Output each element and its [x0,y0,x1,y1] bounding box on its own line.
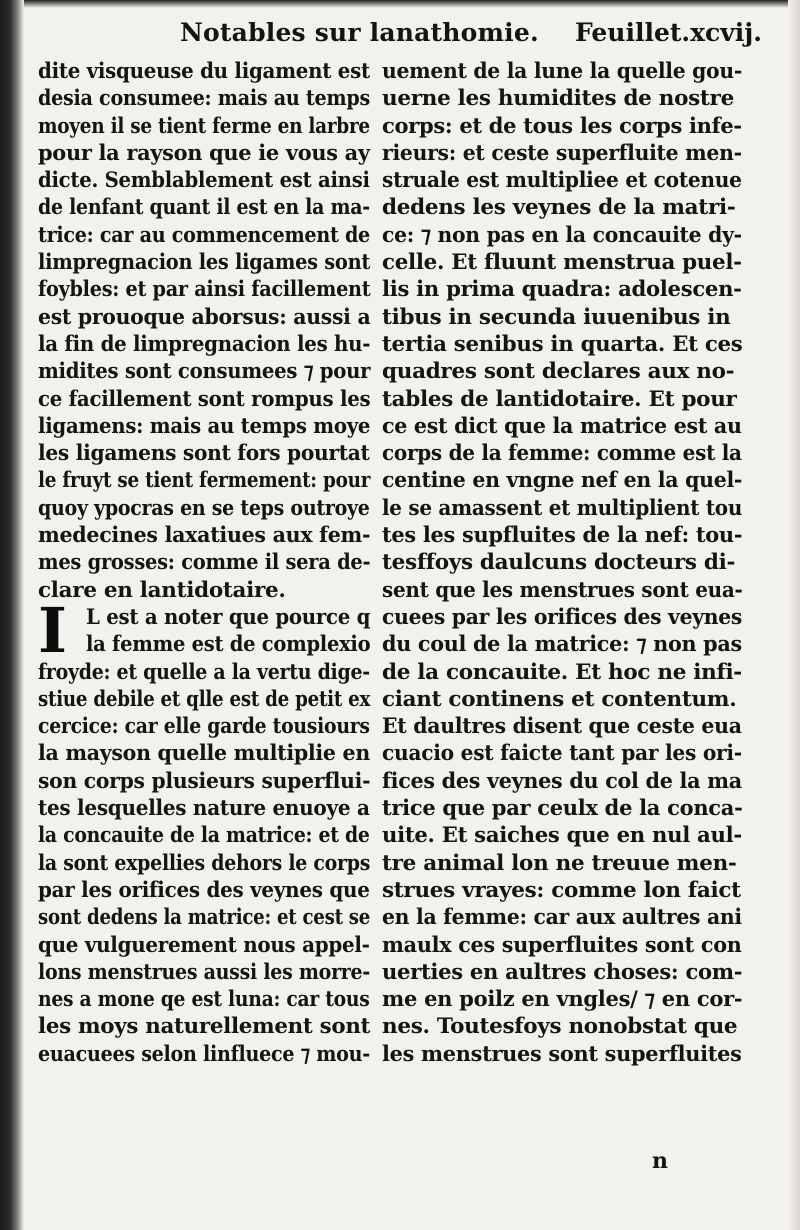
text-line: ligamens: mais au temps moye [38,413,371,439]
text-line: trice: car au commencement de [38,222,370,248]
text-line: tes les supfluites de la nef: tou- [382,523,743,549]
text-line: dite visqueuse du ligament est [38,59,370,84]
text-line: quadres sont declares aux no- [382,359,735,385]
paragraph-continuation [382,58,742,1068]
page-shadow-right [788,0,800,1230]
text-line: dedens les veynes de la matri- [382,195,736,221]
text-line: les menstrues sont superfluites [382,1041,742,1067]
text-line: Et daultres disent que ceste eua [382,714,742,740]
text-line: nes a mone qe est luna: car tous [38,987,370,1013]
text-line: uerties en aultres choses: com- [382,959,743,985]
text-line: foybles: et par ainsi facillement [38,277,371,303]
text-line: moyen il se tient ferme en larbre [38,113,370,139]
text-line: tertia senibus in quarta. Et ces [382,331,743,357]
text-line: est prouoque aborsus: aussi a [38,304,371,330]
text-line: trice que par ceulx de la conca- [382,796,743,822]
text-line: ciant continens et contentum. [382,686,737,712]
text-line: medecines laxatiues aux fem- [38,523,371,549]
text-line: que vulguerement nous appel- [38,932,370,958]
text-line: uement de la lune la quelle gou- [382,59,742,84]
text-line: maulx ces superfluites sont con [382,932,742,958]
running-title: Notables sur lanathomie. [180,18,539,47]
text-line: uerne les humidites de nostre [382,86,734,112]
text-line: la femme est de complexio [86,632,371,658]
text-line: ce: ⁊ non pas en la concauite dy- [382,222,742,248]
text-line: strues vrayes: comme lon faict [382,877,741,903]
text-line: du coul de la matrice: ⁊ non pas [382,632,742,658]
text-line: la concauite de la matrice: et de [38,823,370,849]
text-line: mes grosses: comme il sera de- [38,550,371,576]
text-line: tre animal lon ne treuue men- [382,850,737,876]
paragraph-2 [38,593,371,1068]
text-line: L est a noter que pource q [86,604,371,630]
text-line: midites sont consumees ⁊ pour [38,359,371,385]
text-line: son corps plusieurs superflui- [38,768,371,794]
text-line: quoy ypocras en se teps outroye [38,495,370,521]
text-line: cuacio est faicte tant par les ori- [382,741,742,767]
text-line: ce est dict que la matrice est au [382,413,742,439]
text-line: desia consumee: mais au temps [38,86,370,112]
text-line: tibus in secunda iuuenibus in [382,304,731,330]
text-line: euacuees selon linfluece ⁊ mou- [38,1041,370,1067]
text-line: la mayson quelle multiplie en [38,741,370,767]
text-line: clare en lantidotaire. [38,577,286,603]
text-line: struale est multipliee et cotenue [382,168,742,194]
text-line: la fin de limpregnacion les hu- [38,331,371,357]
text-line: tes lesquelles nature enuoye a [38,796,370,822]
text-line: par les orifices des veynes que [38,877,370,903]
scan-edge-top [0,0,800,8]
text-line: fices des veynes du col de la ma [382,768,742,794]
text-line: le se amassent et multiplient tou [382,495,743,521]
text-line: les moys naturellement sont [38,1014,371,1040]
text-line: centine en vngne nef en la quel- [382,468,743,494]
text-line: tables de lantidotaire. Et pour [382,386,737,412]
text-line: lons menstrues aussi les morre- [38,959,370,985]
text-line: ce facillement sont rompus les [38,386,371,412]
text-line: la sont expellies dehors le corps [38,850,371,876]
text-line: nes. Toutesfoys nonobstat que [382,1014,738,1040]
right-column [382,58,742,1068]
text-line: sent que les menstrues sont eua- [382,577,743,603]
text-line: rieurs: et ceste superfluite men- [382,140,742,166]
text-line: tesffoys daulcuns docteurs di- [382,550,736,576]
text-line: cercice: car elle garde tousiours [38,714,370,740]
drop-cap-initial: I [38,593,68,667]
text-line: froyde: et quelle a la vertu dige- [38,659,370,685]
left-column [38,58,370,1068]
page-header [40,14,780,54]
text-line: en la femme: car aux aultres ani [382,905,742,931]
paragraph-1 [38,58,370,604]
signature-mark: n [652,1148,668,1174]
text-line: dicte. Semblablement est ainsi [38,168,370,194]
text-line: le fruyt se tient fermement: pour [38,468,371,494]
text-line: cuees par les orifices des veynes [382,604,743,630]
text-line: corps: et de tous les corps infe- [382,113,742,139]
text-line: corps de la femme: comme est la [382,441,742,467]
scan-edge-left [0,0,24,1230]
text-line: limpregnacion les ligames sont [38,250,371,276]
text-line: uite. Et saiches que en nul aul- [382,823,742,849]
folio-number: Feuillet.xcvij. [574,18,762,47]
text-line: me en poilz en vngles/ ⁊ en cor- [382,987,743,1013]
text-line: de la concauite. Et hoc ne infi- [382,659,742,685]
text-line: les ligamens sont fors pourtat [38,441,370,467]
text-line: pour la rayson que ie vous ay [38,140,370,166]
text-line: de lenfant quant il est en la ma- [38,195,370,221]
text-line: sont dedens la matrice: et cest se [38,905,371,931]
text-line: celle. Et fluunt menstrua puel- [382,250,742,276]
text-line: lis in prima quadra: adolescen- [382,277,742,303]
text-line: stiue debile et qlle est de petit ex [38,686,371,712]
